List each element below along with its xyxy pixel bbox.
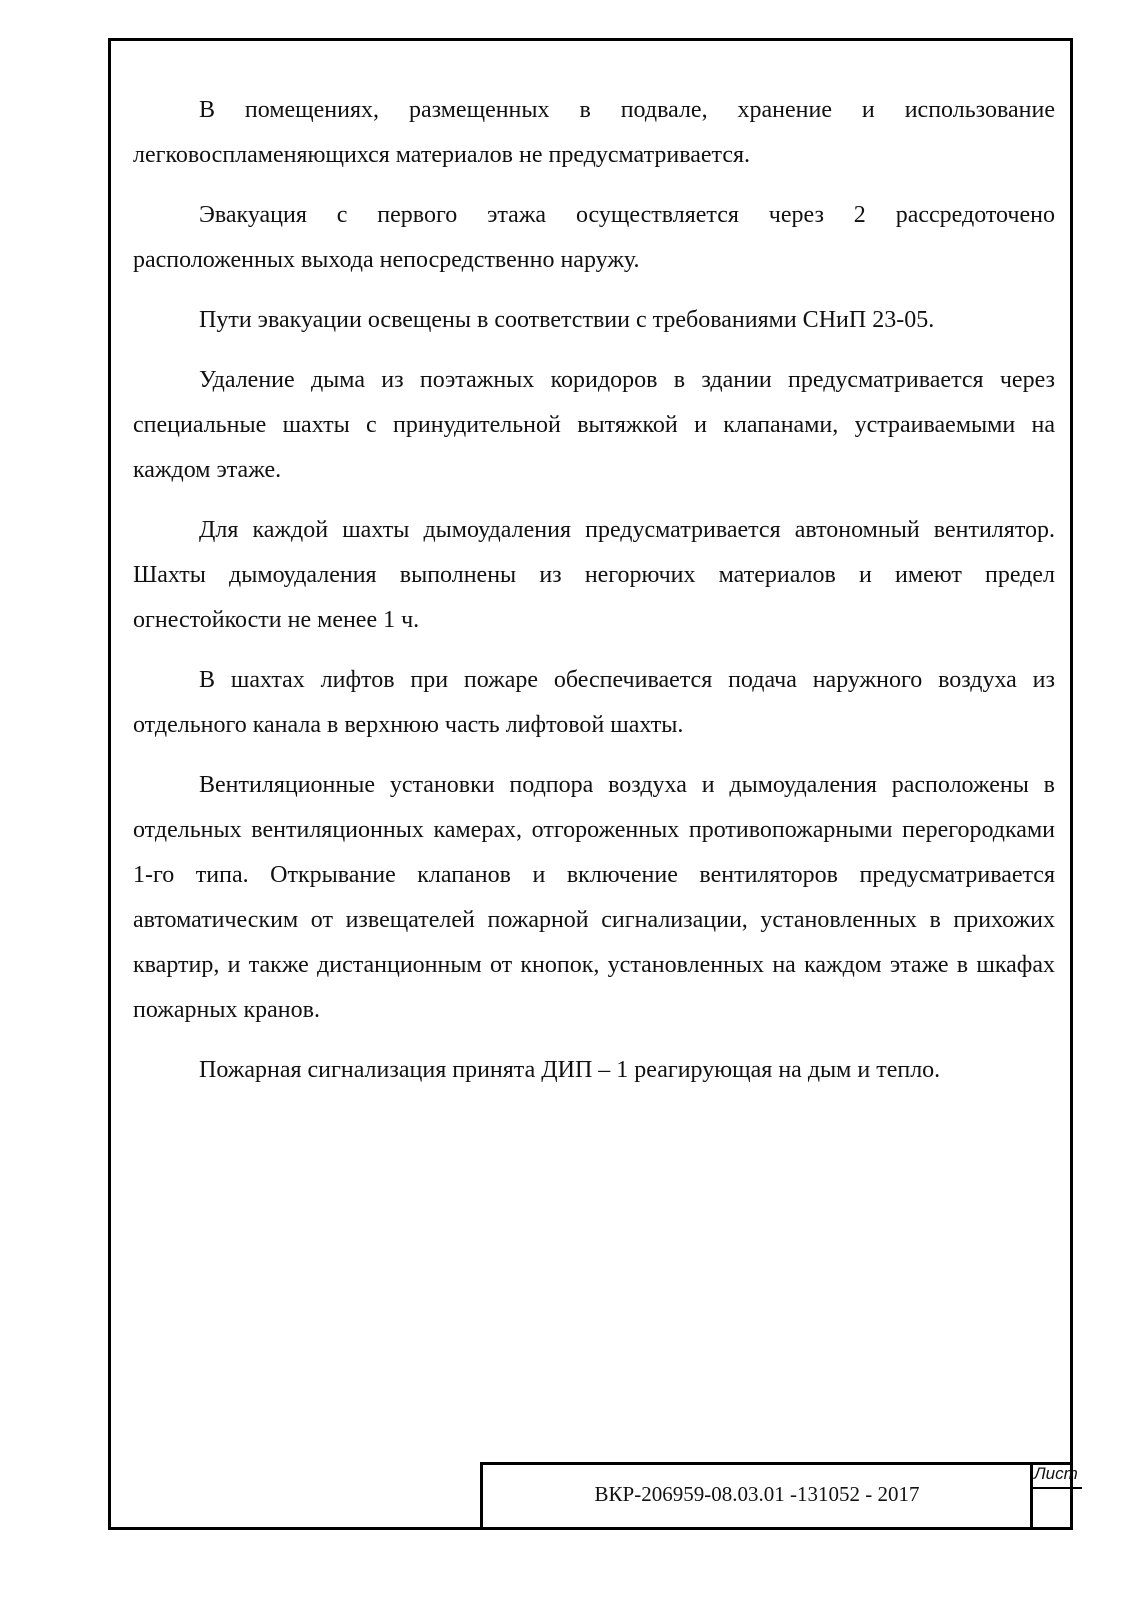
- paragraph-6: В шахтах лифтов при пожаре обеспечивается подача наружного воздуха из отдельного канала в верхнюю часть лифтовой шахты.: [133, 667, 1055, 738]
- document-code: ВКР-206959-08.03.01 -131052 - 2017: [594, 1482, 920, 1506]
- document-body: [133, 88, 1055, 1108]
- paragraph-1: В помещениях, размещенных в подвале, хранение и использование легковоспламеняющихся материалов не предусматривается.: [133, 97, 1055, 168]
- paragraph-7: Вентиляционные установки подпора воздуха и дымоудаления расположены в отдельных вентиляционных камерах, отгороженных противопожарными перегородками 1-го типа. Открывание клапанов и включение вентиляторов предусматривается автоматическим от извещателей пожарной сигнализации, установленных в прихожих квартир, и также дистанционным от кнопок, установленных на каждом этаже в шкафах пожарных кранов.: [133, 772, 1055, 1023]
- paragraph-3: Пути эвакуации освещены в соответствии с требованиями СНиП 23-05.: [199, 307, 935, 333]
- sheet-cell-divider: [1030, 1487, 1082, 1489]
- paragraph-8: Пожарная сигнализация принята ДИП – 1 реагирующая на дым и тепло.: [199, 1057, 941, 1083]
- paragraph-5: Для каждой шахты дымоудаления предусматривается автономный вентилятор. Шахты дымоудаления выполнены из негорючих материалов и имеют предел огнестойкости не менее 1 ч.: [133, 517, 1055, 633]
- paragraph-2: Эвакуация с первого этажа осуществляется через 2 рассредоточено расположенных выхода непосредственно наружу.: [133, 202, 1055, 273]
- paragraph-4: Удаление дыма из поэтажных коридоров в здании предусматривается через специальные шахты с принудительной вытяжкой и клапанами, устраиваемыми на каждом этаже.: [133, 367, 1055, 483]
- sheet-label: Лист: [1034, 1464, 1078, 1483]
